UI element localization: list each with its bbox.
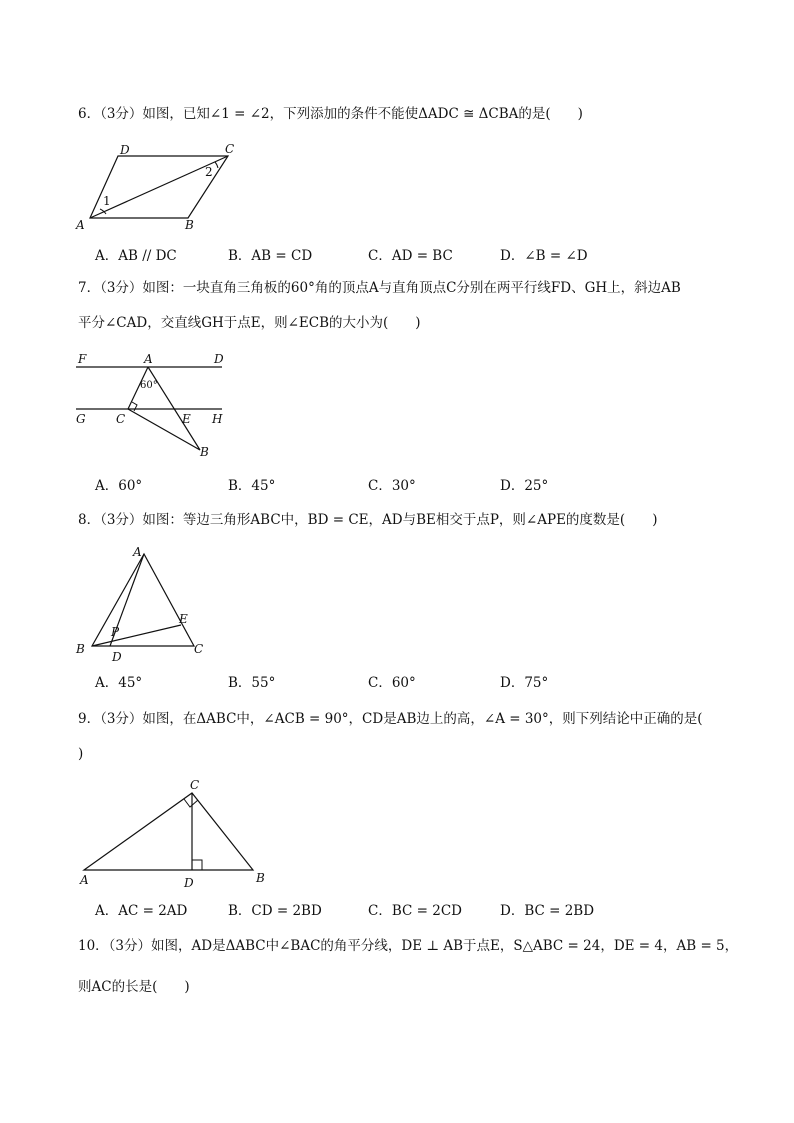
q7-option-c[interactable]: C．30° [368, 478, 416, 494]
q6-option-d[interactable]: D．∠B = ∠D [500, 248, 588, 264]
q9-figure [70, 776, 280, 896]
q9-label-b: B [256, 871, 265, 885]
q7-label-e: E [182, 412, 191, 426]
q7-stem-line2: 平分∠CAD，交直线GH于点E，则∠ECB的大小为( ) [78, 315, 421, 331]
q10-stem-line2: 则AC的长是( ) [78, 979, 190, 995]
q8-label-a: A [133, 545, 142, 559]
q7-label-f: F [78, 352, 87, 366]
q9-option-a[interactable]: A．AC = 2AD [95, 903, 188, 919]
q7-option-a[interactable]: A．60° [95, 478, 143, 494]
q7-stem-line1: 7．（3分）如图：一块直角三角板的60°角的顶点A与直角顶点C分别在两平行线FD、GH上，斜边AB [78, 280, 681, 296]
q8-label-p: P [111, 625, 120, 639]
q9-option-d[interactable]: D．BC = 2BD [500, 903, 595, 919]
q6-option-a[interactable]: A．AB // DC [95, 248, 177, 264]
q8-label-e: E [179, 612, 188, 626]
q8-option-a[interactable]: A．45° [95, 675, 143, 691]
q7-label-c: C [116, 412, 126, 426]
q6-label-2: 2 [205, 165, 213, 179]
q9-label-d: D [184, 876, 194, 890]
q7-label-a: A [144, 352, 153, 366]
q7-option-b[interactable]: B．45° [228, 478, 276, 494]
q6-label-b: B [185, 218, 194, 232]
q6-option-b[interactable]: B．AB = CD [228, 248, 313, 264]
q10-stem-line1: 10．（3分）如图，AD是ΔABC中∠BAC的角平分线，DE ⊥ AB于点E，S△ABC = 24，DE = 4，AB = 5， [78, 938, 739, 954]
q6-label-a: A [76, 218, 85, 232]
q7-label-h: H [212, 412, 223, 426]
q9-label-c: C [190, 778, 200, 792]
q9-option-b[interactable]: B．CD = 2BD [228, 903, 322, 919]
q8-label-d: D [112, 650, 122, 664]
q7-option-d[interactable]: D．25° [500, 478, 549, 494]
q6-label-d: D [120, 143, 130, 157]
q6-stem: 6．（3分）如图，已知∠1 = ∠2，下列添加的条件不能使ΔADC ≅ ΔCBA的是( ) [78, 106, 583, 122]
q6-label-c: C [225, 142, 235, 156]
q7-label-g: G [76, 412, 86, 426]
q9-label-a: A [80, 873, 89, 887]
q8-stem: 8．（3分）如图：等边三角形ABC中，BD = CE，AD与BE相交于点P，则∠APE的度数是( ) [78, 512, 658, 528]
q9-stem-line1: 9．（3分）如图，在ΔABC中，∠ACB = 90°，CD是AB边上的高，∠A = 30°，则下列结论中正确的是( [78, 711, 703, 727]
q9-stem-line2: ) [78, 746, 84, 762]
q7-label-b: B [200, 445, 209, 459]
q6-figure [70, 140, 250, 235]
q7-label-d: D [214, 352, 224, 366]
q7-label-60: 60° [140, 380, 158, 391]
q6-label-1: 1 [103, 194, 111, 208]
q8-figure [70, 542, 220, 667]
q8-option-d[interactable]: D．75° [500, 675, 549, 691]
q8-option-c[interactable]: C．60° [368, 675, 416, 691]
q8-label-b: B [76, 642, 85, 656]
q8-option-b[interactable]: B．55° [228, 675, 276, 691]
q8-label-c: C [194, 642, 204, 656]
q9-option-c[interactable]: C．BC = 2CD [368, 903, 462, 919]
q7-figure [70, 348, 240, 463]
q6-option-c[interactable]: C．AD = BC [368, 248, 453, 264]
